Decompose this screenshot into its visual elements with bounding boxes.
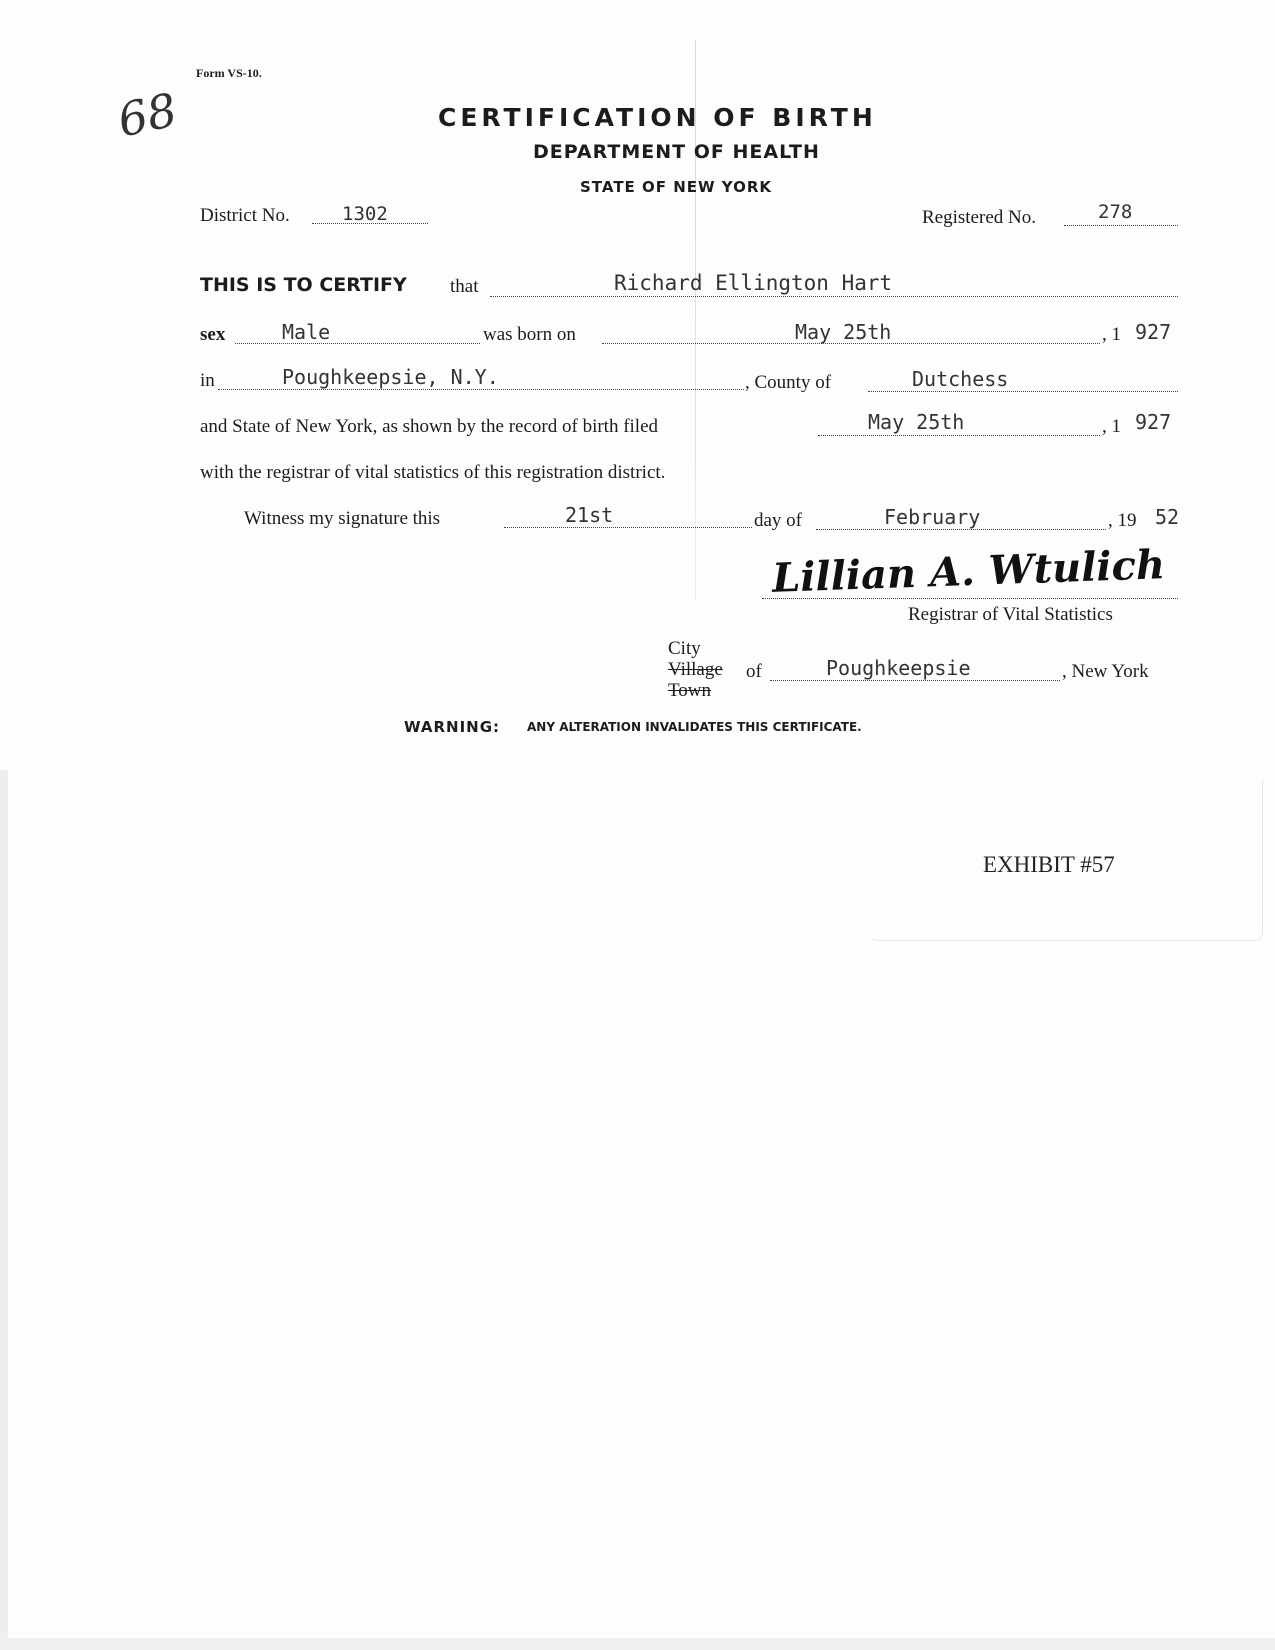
registrar-title: Registrar of Vital Statistics [908, 604, 1113, 625]
county-value: Dutchess [912, 367, 1009, 391]
sex-value: Male [282, 320, 331, 344]
town-option: Town [668, 680, 712, 701]
witness-day-line [504, 527, 752, 528]
witness-month: February [884, 505, 981, 529]
county-label: , County of [745, 372, 832, 393]
municipality-line [770, 680, 1060, 681]
warning-label: WARNING: [404, 718, 501, 736]
name-line [490, 296, 1178, 297]
village-option: Village [668, 659, 723, 680]
registrar-statement: with the registrar of vital statistics of this registration district. [200, 462, 666, 483]
district-value: 1302 [342, 203, 388, 225]
certify-that: that [450, 276, 479, 297]
certify-lead: THIS IS TO CERTIFY [200, 274, 407, 296]
registered-line [1064, 225, 1178, 226]
certificate-title: CERTIFICATION OF BIRTH [438, 103, 877, 132]
exhibit-label: EXHIBIT #57 [983, 852, 1115, 877]
county-line [868, 391, 1178, 392]
birth-year-prefix: , 1 [1102, 324, 1121, 345]
form-number: Form VS-10. [196, 66, 262, 80]
district-label: District No. [200, 205, 290, 226]
witness-day-of-label: day of [754, 510, 803, 531]
birth-date: May 25th [795, 320, 892, 344]
record-year-prefix-digit: 1 [1111, 416, 1121, 437]
witness-month-line [816, 529, 1106, 530]
place-line [218, 389, 744, 390]
municipality-state: , New York [1062, 661, 1149, 682]
state-heading: STATE OF NEW YORK [580, 178, 773, 196]
handwritten-number: 68 [113, 82, 182, 148]
municipality-of-label: of [746, 661, 762, 682]
person-name: Richard Ellington Hart [614, 271, 893, 295]
birth-year: 927 [1135, 320, 1172, 344]
birth-year-prefix-digit: 1 [1111, 324, 1121, 345]
witness-year-prefix: , 19 [1108, 510, 1137, 531]
municipality-value: Poughkeepsie [826, 656, 971, 680]
record-label: and State of New York, as shown by the record of birth filed [200, 416, 659, 437]
scan-bottom-edge [0, 1638, 1275, 1650]
sex-label: sex [200, 324, 226, 345]
registered-value: 278 [1098, 201, 1133, 223]
record-year: 927 [1135, 410, 1172, 434]
scan-edge [0, 770, 8, 1650]
record-date: May 25th [868, 410, 965, 434]
record-date-line [818, 435, 1100, 436]
sex-line [235, 343, 480, 344]
registered-label: Registered No. [922, 207, 1036, 228]
department-heading: DEPARTMENT OF HEALTH [533, 141, 820, 163]
witness-year: 52 [1155, 505, 1180, 529]
city-option: City [668, 638, 701, 659]
birth-place: Poughkeepsie, N.Y. [282, 365, 499, 389]
born-label: was born on [483, 324, 576, 345]
registrar-signature: Lillian A. Wtulich [771, 541, 1166, 602]
witness-label: Witness my signature this [244, 508, 441, 529]
place-label: in [200, 370, 215, 391]
record-year-prefix: , 1 [1102, 416, 1121, 437]
warning-text: ANY ALTERATION INVALIDATES THIS CERTIFICATE. [527, 720, 862, 734]
witness-day: 21st [565, 503, 614, 527]
witness-year-prefix-digits: 19 [1117, 510, 1137, 531]
